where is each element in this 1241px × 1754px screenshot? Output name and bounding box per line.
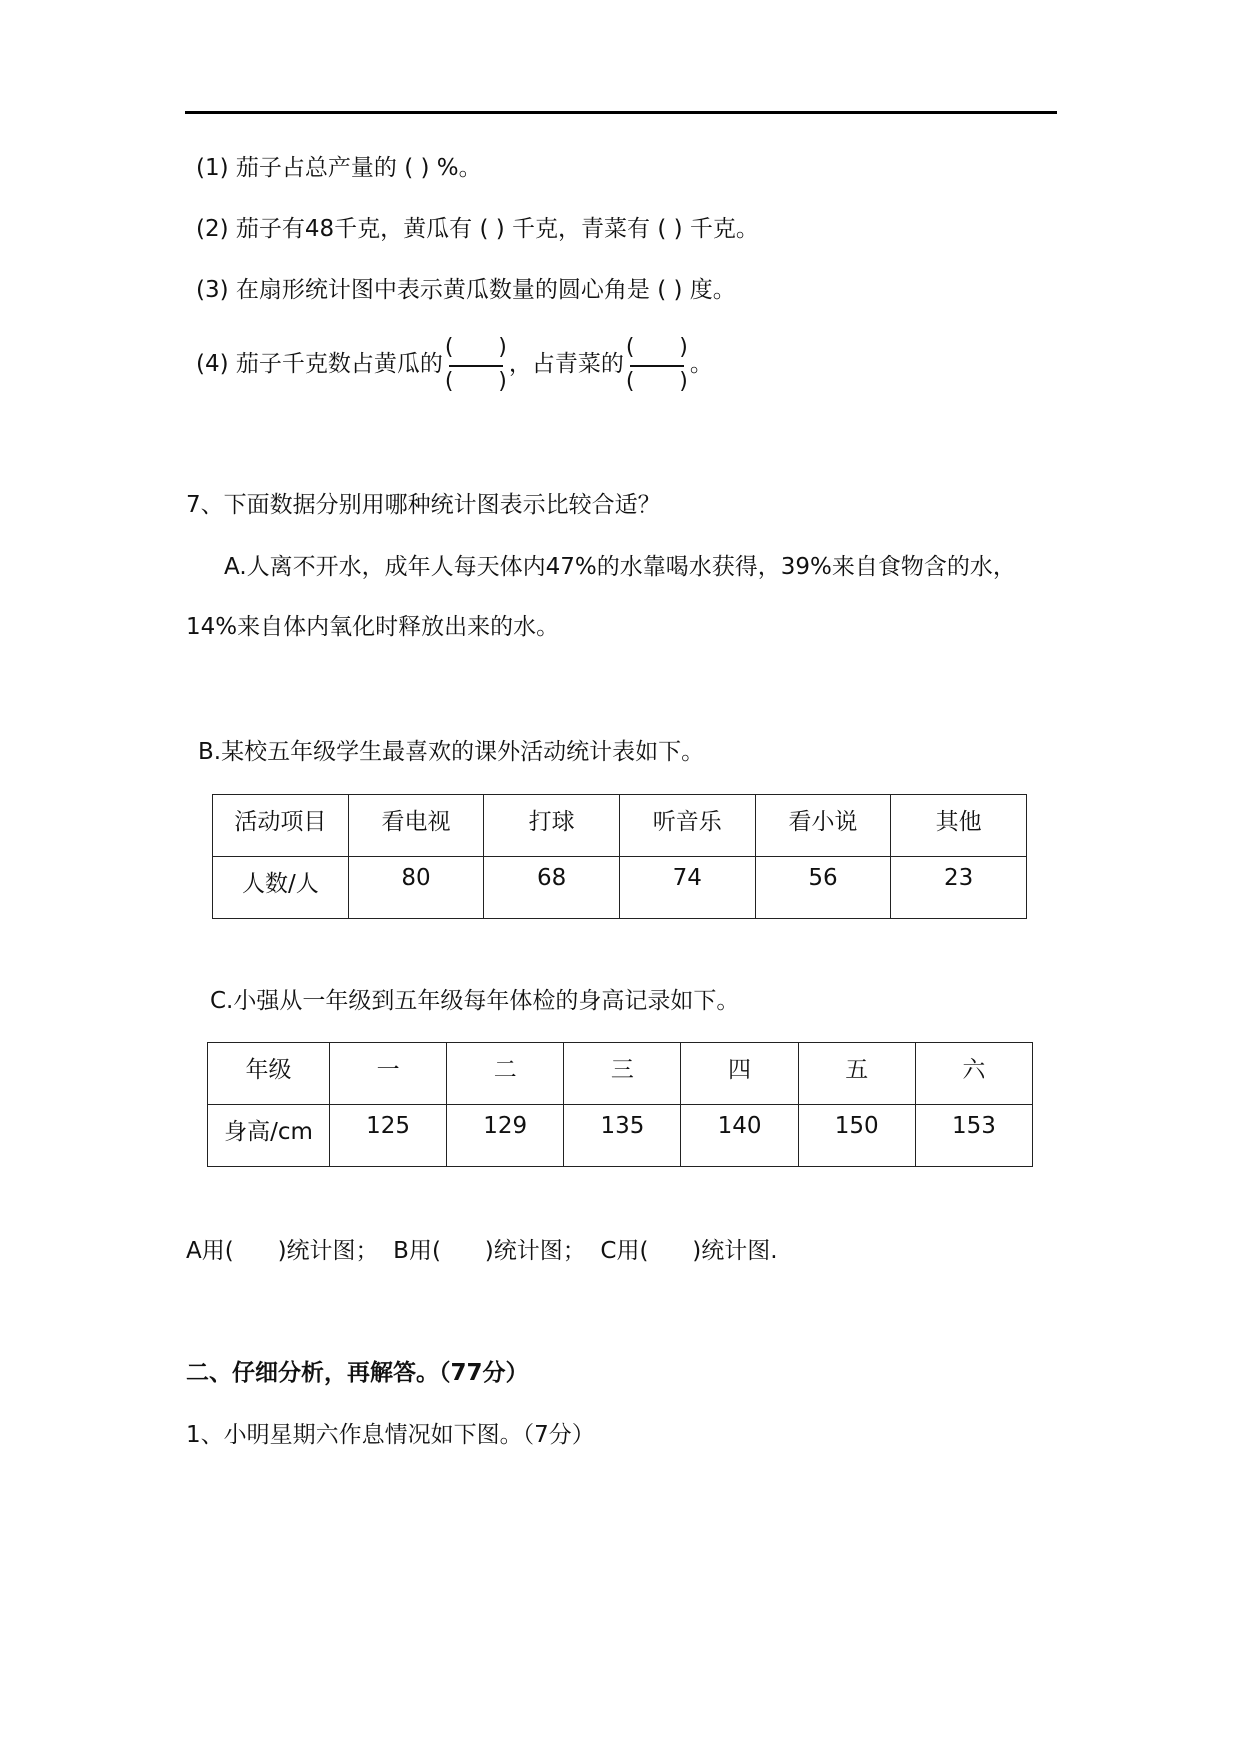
table-cell: 150: [798, 1105, 915, 1167]
table-cell: 五: [798, 1043, 915, 1105]
table-cell: 四: [681, 1043, 798, 1105]
table-row: [208, 1105, 1033, 1167]
q7-title: 7、下面数据分别用哪种统计图表示比较合适？: [186, 492, 661, 518]
table-cell: 其他: [891, 795, 1027, 857]
q6-sub4: [196, 332, 713, 397]
table-cell: 打球: [484, 795, 620, 857]
q7-a-line2: 14%来自体内氧化时释放出来的水。: [186, 614, 560, 640]
table-cell: 六: [915, 1043, 1032, 1105]
q6-sub3: (3) 在扇形统计图中表示黄瓜数量的圆心角是 ( ) 度。: [196, 277, 736, 303]
table-cell: 68: [484, 857, 620, 919]
table-header-row: [208, 1043, 1033, 1105]
section2-heading: 二、仔细分析，再解答。（77分）: [186, 1360, 529, 1386]
table-cell: 23: [891, 857, 1027, 919]
q7-a-line1: A.人离不开水，成年人每天体内47%的水靠喝水获得，39%来自食物含的水，: [224, 554, 1016, 580]
table-cell: 135: [564, 1105, 681, 1167]
table-cell: 153: [915, 1105, 1032, 1167]
table-cell: 看小说: [755, 795, 891, 857]
q6-sub1: (1) 茄子占总产量的 ( ) %。: [196, 155, 482, 181]
table-cell: 140: [681, 1105, 798, 1167]
table-cell: 听音乐: [619, 795, 755, 857]
q6-sub4-prefix: (4) 茄子千克数占黄瓜的: [196, 351, 443, 377]
paren: (: [625, 368, 635, 394]
q7-c-intro: C.小强从一年级到五年级每年体检的身高记录如下。: [210, 988, 740, 1014]
paren: (: [444, 368, 454, 394]
table-cell: 身高/cm: [208, 1105, 330, 1167]
fraction-bar: [449, 365, 503, 367]
paren: ): [679, 368, 688, 394]
table-cell: 80: [348, 857, 484, 919]
table-cell: 一: [330, 1043, 447, 1105]
fraction-blank-greens[interactable]: [626, 333, 688, 397]
table-cell: 三: [564, 1043, 681, 1105]
table-cell: 74: [619, 857, 755, 919]
paren: (: [444, 334, 454, 360]
height-table: [207, 1042, 1033, 1167]
activity-table: [212, 794, 1027, 919]
table-header-row: [213, 795, 1027, 857]
paren: ): [498, 368, 507, 394]
q7-b-intro: B.某校五年级学生最喜欢的课外活动统计表如下。: [198, 739, 705, 765]
header-rule: [185, 111, 1057, 114]
table-cell: 年级: [208, 1043, 330, 1105]
section2-q1: 1、小明星期六作息情况如下图。（7分）: [186, 1422, 595, 1448]
fraction-bar: [630, 365, 684, 367]
paren: ): [679, 334, 688, 360]
q6-sub4-middle: ，占青菜的: [508, 351, 624, 377]
table-cell: 125: [330, 1105, 447, 1167]
table-cell: 56: [755, 857, 891, 919]
q6-sub4-suffix: 。: [689, 351, 713, 377]
q6-sub2: (2) 茄子有48千克，黄瓜有 ( ) 千克，青菜有 ( ) 千克。: [196, 216, 759, 242]
table-cell: 看电视: [348, 795, 484, 857]
paren: (: [625, 334, 635, 360]
fraction-blank-cucumber[interactable]: [445, 333, 507, 397]
table-cell: 活动项目: [213, 795, 349, 857]
paren: ): [498, 334, 507, 360]
table-cell: 129: [447, 1105, 564, 1167]
table-row: [213, 857, 1027, 919]
table-cell: 二: [447, 1043, 564, 1105]
table-cell: 人数/人: [213, 857, 349, 919]
q7-answer-line: A用( )统计图； B用( )统计图； C用( )统计图.: [186, 1238, 778, 1264]
